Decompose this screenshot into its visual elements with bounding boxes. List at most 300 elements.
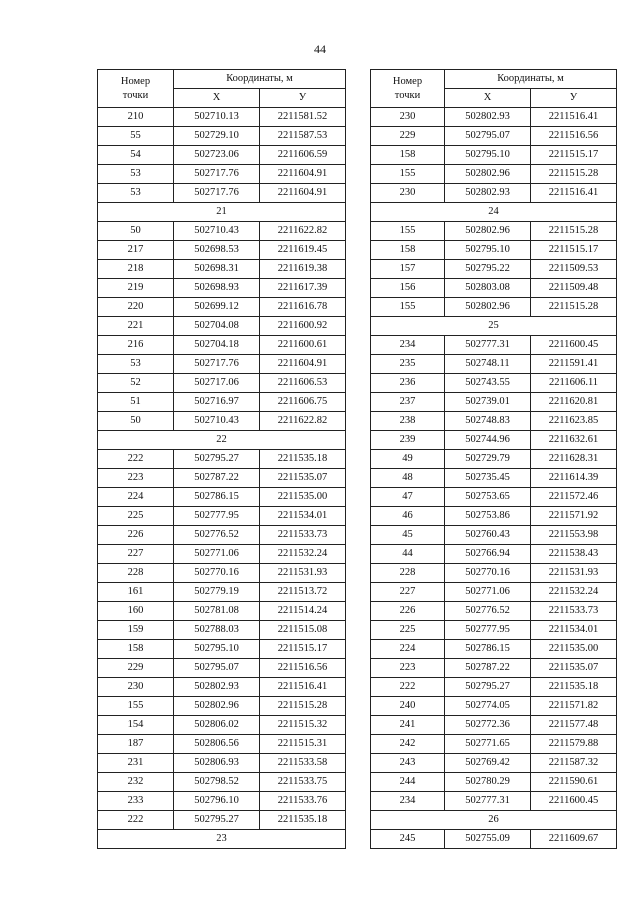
section-row — [98, 830, 346, 849]
cell-x: 502699.12 — [174, 298, 260, 317]
cell-point-number: 155 — [371, 222, 445, 241]
cell-x: 502723.06 — [174, 146, 260, 165]
cell-point-number: 154 — [98, 716, 174, 735]
table-row — [98, 602, 346, 621]
cell-y: 2211628.31 — [531, 450, 617, 469]
cell-y: 2211535.18 — [260, 450, 346, 469]
table-row — [371, 564, 617, 583]
cell-point-number: 224 — [371, 640, 445, 659]
cell-point-number: 226 — [371, 602, 445, 621]
cell-y: 2211609.67 — [531, 830, 617, 849]
cell-x: 502772.36 — [445, 716, 531, 735]
cell-x: 502788.03 — [174, 621, 260, 640]
cell-y: 2211534.01 — [531, 621, 617, 640]
cell-y: 2211587.32 — [531, 754, 617, 773]
cell-x: 502716.97 — [174, 393, 260, 412]
header-y: У — [531, 89, 617, 108]
cell-y: 2211604.91 — [260, 355, 346, 374]
cell-x: 502698.31 — [174, 260, 260, 279]
cell-point-number: 236 — [371, 374, 445, 393]
table-row — [98, 507, 346, 526]
cell-point-number: 229 — [98, 659, 174, 678]
cell-point-number: 222 — [98, 811, 174, 830]
cell-point-number: 241 — [371, 716, 445, 735]
cell-x: 502717.76 — [174, 165, 260, 184]
cell-y: 2211581.52 — [260, 108, 346, 127]
cell-x: 502771.06 — [174, 545, 260, 564]
cell-point-number: 155 — [98, 697, 174, 716]
cell-y: 2211533.73 — [531, 602, 617, 621]
cell-y: 2211587.53 — [260, 127, 346, 146]
cell-y: 2211616.78 — [260, 298, 346, 317]
cell-x: 502710.43 — [174, 412, 260, 431]
section-row — [371, 203, 617, 222]
table-row — [371, 640, 617, 659]
cell-y: 2211622.82 — [260, 222, 346, 241]
cell-x: 502729.79 — [445, 450, 531, 469]
cell-x: 502717.76 — [174, 184, 260, 203]
table-row — [371, 184, 617, 203]
table-row — [98, 735, 346, 754]
cell-y: 2211535.18 — [531, 678, 617, 697]
cell-y: 2211622.82 — [260, 412, 346, 431]
cell-point-number: 243 — [371, 754, 445, 773]
cell-x: 502760.43 — [445, 526, 531, 545]
coordinates-table-left — [97, 69, 346, 849]
cell-point-number: 228 — [371, 564, 445, 583]
cell-y: 2211533.75 — [260, 773, 346, 792]
cell-point-number: 156 — [371, 279, 445, 298]
table-row — [371, 621, 617, 640]
cell-y: 2211617.39 — [260, 279, 346, 298]
cell-x: 502771.65 — [445, 735, 531, 754]
header-y: У — [260, 89, 346, 108]
cell-y: 2211515.17 — [531, 146, 617, 165]
cell-point-number: 228 — [98, 564, 174, 583]
cell-point-number: 223 — [371, 659, 445, 678]
cell-y: 2211509.53 — [531, 260, 617, 279]
table-row — [98, 621, 346, 640]
cell-y: 2211533.73 — [260, 526, 346, 545]
cell-y: 2211623.85 — [531, 412, 617, 431]
cell-y: 2211579.88 — [531, 735, 617, 754]
cell-y: 2211619.45 — [260, 241, 346, 260]
cell-x: 502806.56 — [174, 735, 260, 754]
cell-point-number: 245 — [371, 830, 445, 849]
cell-x: 502729.10 — [174, 127, 260, 146]
cell-point-number: 227 — [98, 545, 174, 564]
table-row — [371, 298, 617, 317]
cell-x: 502798.52 — [174, 773, 260, 792]
cell-x: 502795.22 — [445, 260, 531, 279]
cell-point-number: 224 — [98, 488, 174, 507]
cell-y: 2211532.24 — [531, 583, 617, 602]
cell-y: 2211515.28 — [260, 697, 346, 716]
cell-x: 502802.96 — [445, 298, 531, 317]
section-row — [371, 317, 617, 336]
table-row — [371, 260, 617, 279]
cell-y: 2211553.98 — [531, 526, 617, 545]
cell-point-number: 233 — [98, 792, 174, 811]
cell-x: 502776.52 — [174, 526, 260, 545]
cell-x: 502787.22 — [174, 469, 260, 488]
cell-x: 502766.94 — [445, 545, 531, 564]
table-row — [98, 108, 346, 127]
cell-x: 502802.96 — [445, 165, 531, 184]
cell-y: 2211515.08 — [260, 621, 346, 640]
cell-point-number: 221 — [98, 317, 174, 336]
table-row — [98, 469, 346, 488]
cell-y: 2211632.61 — [531, 431, 617, 450]
table-row — [98, 241, 346, 260]
table-row — [98, 450, 346, 469]
table-row — [98, 697, 346, 716]
cell-y: 2211535.07 — [260, 469, 346, 488]
cell-point-number: 49 — [371, 450, 445, 469]
cell-point-number: 159 — [98, 621, 174, 640]
cell-x: 502795.27 — [174, 450, 260, 469]
cell-x: 502770.16 — [445, 564, 531, 583]
cell-x: 502779.19 — [174, 583, 260, 602]
cell-x: 502770.16 — [174, 564, 260, 583]
table-row — [98, 127, 346, 146]
table-row — [371, 583, 617, 602]
cell-y: 2211515.28 — [531, 165, 617, 184]
cell-point-number: 230 — [98, 678, 174, 697]
table-row — [98, 298, 346, 317]
section-row — [98, 203, 346, 222]
cell-point-number: 238 — [371, 412, 445, 431]
cell-point-number: 235 — [371, 355, 445, 374]
table-row — [371, 545, 617, 564]
cell-x: 502748.11 — [445, 355, 531, 374]
cell-point-number: 158 — [371, 146, 445, 165]
cell-x: 502769.42 — [445, 754, 531, 773]
cell-point-number: 155 — [371, 165, 445, 184]
cell-x: 502776.52 — [445, 602, 531, 621]
cell-x: 502802.93 — [174, 678, 260, 697]
cell-point-number: 239 — [371, 431, 445, 450]
cell-point-number: 226 — [98, 526, 174, 545]
cell-point-number: 158 — [371, 241, 445, 260]
cell-y: 2211516.41 — [531, 184, 617, 203]
cell-point-number: 227 — [371, 583, 445, 602]
cell-y: 2211619.38 — [260, 260, 346, 279]
cell-y: 2211535.00 — [531, 640, 617, 659]
cell-x: 502771.06 — [445, 583, 531, 602]
table-row — [98, 412, 346, 431]
table-row — [371, 716, 617, 735]
cell-x: 502777.31 — [445, 336, 531, 355]
cell-x: 502803.08 — [445, 279, 531, 298]
table-row — [98, 488, 346, 507]
cell-y: 2211516.41 — [531, 108, 617, 127]
cell-y: 2211620.81 — [531, 393, 617, 412]
cell-y: 2211515.17 — [260, 640, 346, 659]
cell-point-number: 220 — [98, 298, 174, 317]
cell-y: 2211571.92 — [531, 507, 617, 526]
cell-point-number: 234 — [371, 792, 445, 811]
cell-y: 2211515.28 — [531, 298, 617, 317]
cell-point-number: 53 — [98, 355, 174, 374]
table-row — [371, 108, 617, 127]
cell-y: 2211606.59 — [260, 146, 346, 165]
table-row — [371, 488, 617, 507]
table-row — [371, 336, 617, 355]
cell-point-number: 234 — [371, 336, 445, 355]
cell-point-number: 54 — [98, 146, 174, 165]
header-coordinates: Координаты, м — [445, 70, 617, 89]
cell-point-number: 230 — [371, 184, 445, 203]
cell-point-number: 244 — [371, 773, 445, 792]
cell-x: 502795.07 — [174, 659, 260, 678]
table-row — [98, 792, 346, 811]
cell-y: 2211606.53 — [260, 374, 346, 393]
cell-x: 502755.09 — [445, 830, 531, 849]
table-row — [98, 773, 346, 792]
cell-point-number: 48 — [371, 469, 445, 488]
table-row — [371, 146, 617, 165]
cell-y: 2211604.91 — [260, 165, 346, 184]
section-label: 21 — [98, 203, 346, 222]
table-row — [371, 412, 617, 431]
header-x: X — [445, 89, 531, 108]
table-row — [371, 773, 617, 792]
cell-point-number: 55 — [98, 127, 174, 146]
cell-y: 2211533.76 — [260, 792, 346, 811]
cell-y: 2211614.39 — [531, 469, 617, 488]
table-row — [98, 678, 346, 697]
cell-y: 2211600.61 — [260, 336, 346, 355]
cell-point-number: 217 — [98, 241, 174, 260]
cell-x: 502802.96 — [174, 697, 260, 716]
cell-point-number: 230 — [371, 108, 445, 127]
cell-point-number: 50 — [98, 222, 174, 241]
cell-point-number: 53 — [98, 184, 174, 203]
cell-x: 502802.96 — [445, 222, 531, 241]
table-row — [98, 564, 346, 583]
cell-y: 2211509.48 — [531, 279, 617, 298]
cell-point-number: 46 — [371, 507, 445, 526]
table-row — [371, 507, 617, 526]
cell-y: 2211533.58 — [260, 754, 346, 773]
cell-x: 502698.53 — [174, 241, 260, 260]
table-row — [371, 279, 617, 298]
cell-y: 2211600.45 — [531, 792, 617, 811]
cell-point-number: 218 — [98, 260, 174, 279]
cell-y: 2211606.75 — [260, 393, 346, 412]
cell-y: 2211577.48 — [531, 716, 617, 735]
cell-x: 502806.93 — [174, 754, 260, 773]
table-row — [371, 526, 617, 545]
table-row — [98, 336, 346, 355]
cell-x: 502753.65 — [445, 488, 531, 507]
table-row — [98, 811, 346, 830]
header-x: X — [174, 89, 260, 108]
table-row — [371, 602, 617, 621]
cell-point-number: 210 — [98, 108, 174, 127]
cell-y: 2211516.41 — [260, 678, 346, 697]
table-row — [371, 431, 617, 450]
cell-x: 502698.93 — [174, 279, 260, 298]
cell-point-number: 47 — [371, 488, 445, 507]
cell-point-number: 161 — [98, 583, 174, 602]
table-row — [371, 697, 617, 716]
cell-y: 2211516.56 — [531, 127, 617, 146]
cell-x: 502717.06 — [174, 374, 260, 393]
cell-point-number: 45 — [371, 526, 445, 545]
cell-point-number: 222 — [98, 450, 174, 469]
table-row — [98, 355, 346, 374]
cell-x: 502744.96 — [445, 431, 531, 450]
table-row — [98, 222, 346, 241]
table-row — [371, 450, 617, 469]
cell-point-number: 240 — [371, 697, 445, 716]
cell-x: 502795.10 — [445, 146, 531, 165]
table-row — [371, 792, 617, 811]
cell-y: 2211600.45 — [531, 336, 617, 355]
cell-y: 2211513.72 — [260, 583, 346, 602]
coordinates-table-right — [370, 69, 617, 849]
cell-point-number: 231 — [98, 754, 174, 773]
cell-x: 502795.27 — [445, 678, 531, 697]
cell-x: 502786.15 — [174, 488, 260, 507]
cell-x: 502780.29 — [445, 773, 531, 792]
cell-x: 502743.55 — [445, 374, 531, 393]
header-point-number: Номер точки — [371, 70, 445, 108]
cell-x: 502806.02 — [174, 716, 260, 735]
table-row — [98, 317, 346, 336]
cell-x: 502796.10 — [174, 792, 260, 811]
cell-point-number: 155 — [371, 298, 445, 317]
cell-y: 2211604.91 — [260, 184, 346, 203]
cell-x: 502787.22 — [445, 659, 531, 678]
cell-x: 502753.86 — [445, 507, 531, 526]
table-row — [371, 678, 617, 697]
table-row — [98, 184, 346, 203]
cell-y: 2211514.24 — [260, 602, 346, 621]
table-row — [371, 222, 617, 241]
cell-x: 502739.01 — [445, 393, 531, 412]
header-point-number: Номер точки — [98, 70, 174, 108]
table-row — [371, 355, 617, 374]
cell-x: 502704.18 — [174, 336, 260, 355]
section-row — [98, 431, 346, 450]
cell-point-number: 160 — [98, 602, 174, 621]
cell-point-number: 52 — [98, 374, 174, 393]
section-label: 23 — [98, 830, 346, 849]
table-row — [98, 393, 346, 412]
cell-x: 502710.43 — [174, 222, 260, 241]
cell-y: 2211534.01 — [260, 507, 346, 526]
cell-point-number: 232 — [98, 773, 174, 792]
cell-point-number: 50 — [98, 412, 174, 431]
cell-y: 2211591.41 — [531, 355, 617, 374]
section-label: 25 — [371, 317, 617, 336]
section-label: 22 — [98, 431, 346, 450]
cell-x: 502748.83 — [445, 412, 531, 431]
cell-x: 502777.95 — [445, 621, 531, 640]
cell-x: 502710.13 — [174, 108, 260, 127]
table-row — [371, 165, 617, 184]
table-row — [371, 241, 617, 260]
cell-y: 2211532.24 — [260, 545, 346, 564]
page-number: 44 — [314, 42, 326, 56]
cell-y: 2211606.11 — [531, 374, 617, 393]
cell-point-number: 219 — [98, 279, 174, 298]
table-row — [98, 146, 346, 165]
table-row — [371, 659, 617, 678]
cell-x: 502774.05 — [445, 697, 531, 716]
table-row — [98, 583, 346, 602]
table-row — [371, 735, 617, 754]
table-row — [98, 165, 346, 184]
cell-y: 2211538.43 — [531, 545, 617, 564]
cell-y: 2211571.82 — [531, 697, 617, 716]
cell-y: 2211515.28 — [531, 222, 617, 241]
table-row — [371, 469, 617, 488]
cell-y: 2211516.56 — [260, 659, 346, 678]
cell-point-number: 223 — [98, 469, 174, 488]
table-row — [371, 830, 617, 849]
table-row — [98, 374, 346, 393]
table-row — [371, 393, 617, 412]
cell-point-number: 51 — [98, 393, 174, 412]
table-row — [371, 127, 617, 146]
cell-x: 502795.10 — [174, 640, 260, 659]
cell-x: 502786.15 — [445, 640, 531, 659]
table-row — [98, 754, 346, 773]
cell-point-number: 242 — [371, 735, 445, 754]
table-row — [98, 716, 346, 735]
cell-point-number: 229 — [371, 127, 445, 146]
table-row — [371, 374, 617, 393]
table-row — [98, 545, 346, 564]
cell-x: 502704.08 — [174, 317, 260, 336]
cell-y: 2211600.92 — [260, 317, 346, 336]
cell-y: 2211531.93 — [260, 564, 346, 583]
header-coordinates: Координаты, м — [174, 70, 346, 89]
cell-y: 2211572.46 — [531, 488, 617, 507]
cell-y: 2211515.32 — [260, 716, 346, 735]
cell-point-number: 44 — [371, 545, 445, 564]
cell-x: 502795.27 — [174, 811, 260, 830]
cell-y: 2211515.17 — [531, 241, 617, 260]
cell-y: 2211535.18 — [260, 811, 346, 830]
cell-point-number: 187 — [98, 735, 174, 754]
table-row — [98, 526, 346, 545]
table-row — [98, 640, 346, 659]
table-row — [98, 659, 346, 678]
cell-y: 2211515.31 — [260, 735, 346, 754]
table-row — [98, 279, 346, 298]
cell-x: 502777.95 — [174, 507, 260, 526]
cell-x: 502781.08 — [174, 602, 260, 621]
cell-y: 2211535.00 — [260, 488, 346, 507]
cell-point-number: 225 — [371, 621, 445, 640]
cell-y: 2211590.61 — [531, 773, 617, 792]
cell-y: 2211531.93 — [531, 564, 617, 583]
cell-point-number: 222 — [371, 678, 445, 697]
cell-point-number: 158 — [98, 640, 174, 659]
section-label: 26 — [371, 811, 617, 830]
table-row — [371, 754, 617, 773]
table-row — [98, 260, 346, 279]
cell-x: 502717.76 — [174, 355, 260, 374]
cell-y: 2211535.07 — [531, 659, 617, 678]
cell-x: 502795.07 — [445, 127, 531, 146]
cell-x: 502802.93 — [445, 108, 531, 127]
